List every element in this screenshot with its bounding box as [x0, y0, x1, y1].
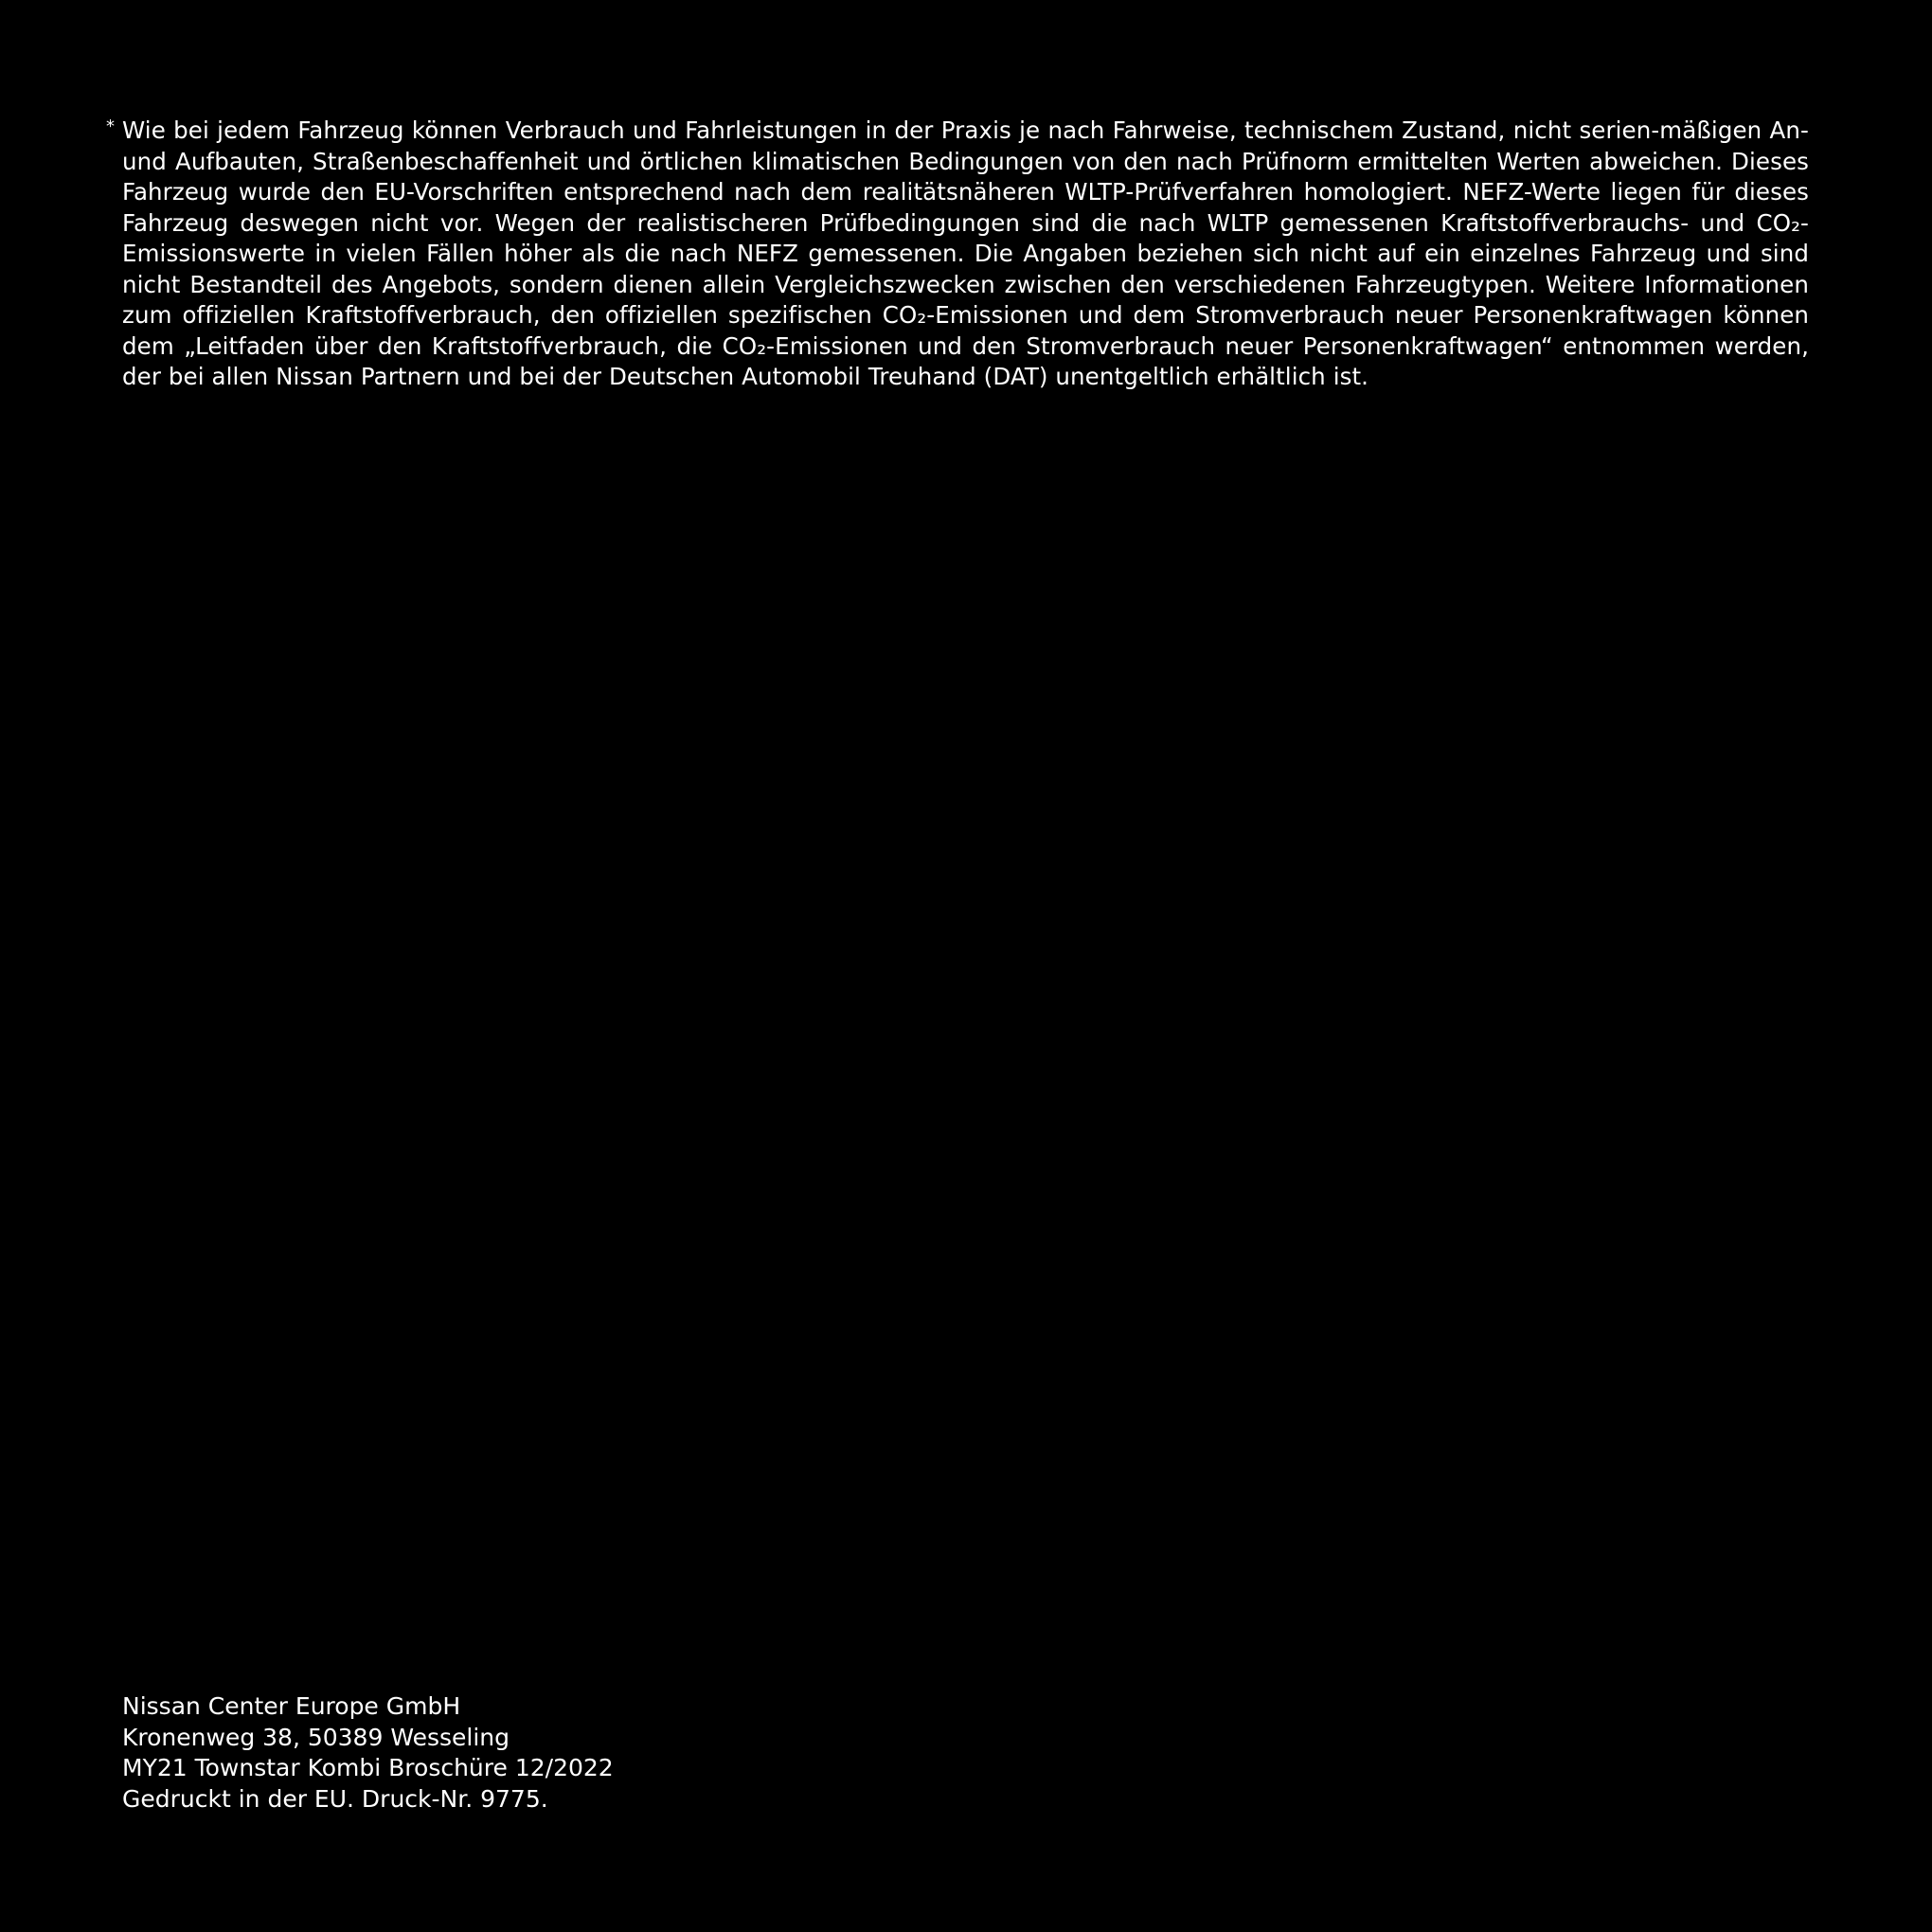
imprint: [122, 1691, 614, 1815]
footnote-marker: *: [106, 116, 115, 136]
footnote-text: Wie bei jedem Fahrzeug können Verbrauch und Fahrleistungen in der Praxis je nach Fahrweise, technischem Zustand, nicht serien-mäßigen An- und Aufbauten, Straßenbeschaffenheit und örtlichen klimatischen Bedingungen von den nach Prüfnorm ermittelten Werten abweichen. Dieses Fahrzeug wurde den EU-Vorschriften entsprechend nach dem realitätsnäheren WLTP-Prüfverfahren homologiert. NEFZ-Werte liegen für dieses Fahrzeug deswegen nicht vor. Wegen der realistischeren Prüfbedingungen sind die nach WLTP gemessenen Kraftstoffverbrauchs- und CO₂-Emissionswerte in vielen Fällen höher als die nach NEFZ gemessenen. Die Angaben beziehen sich nicht auf ein einzelnes Fahrzeug und sind nicht Bestandteil des Angebots, sondern dienen allein Vergleichszwecken zwischen den verschiedenen Fahrzeugtypen. Weitere Informationen zum offiziellen Kraftstoffverbrauch, den offiziellen spezifischen CO₂-Emissionen und dem Stromverbrauch neuer Personenkraftwagen können dem „Leitfaden über den Kraftstoffverbrauch, die CO₂-Emissionen und den Stromverbrauch neuer Personenkraftwagen“ entnommen werden, der bei allen Nissan Partnern und bei der Deutschen Automobil Treuhand (DAT) unentgeltlich erhältlich ist.: [122, 116, 1809, 390]
footnote: [106, 116, 1809, 393]
imprint-brochure: MY21 Townstar Kombi Broschüre 12/2022: [122, 1754, 614, 1781]
imprint-company: Nissan Center Europe GmbH: [122, 1692, 461, 1720]
imprint-address: Kronenweg 38, 50389 Wesseling: [122, 1723, 510, 1751]
imprint-print-note: Gedruckt in der EU. Druck-Nr. 9775.: [122, 1784, 548, 1813]
